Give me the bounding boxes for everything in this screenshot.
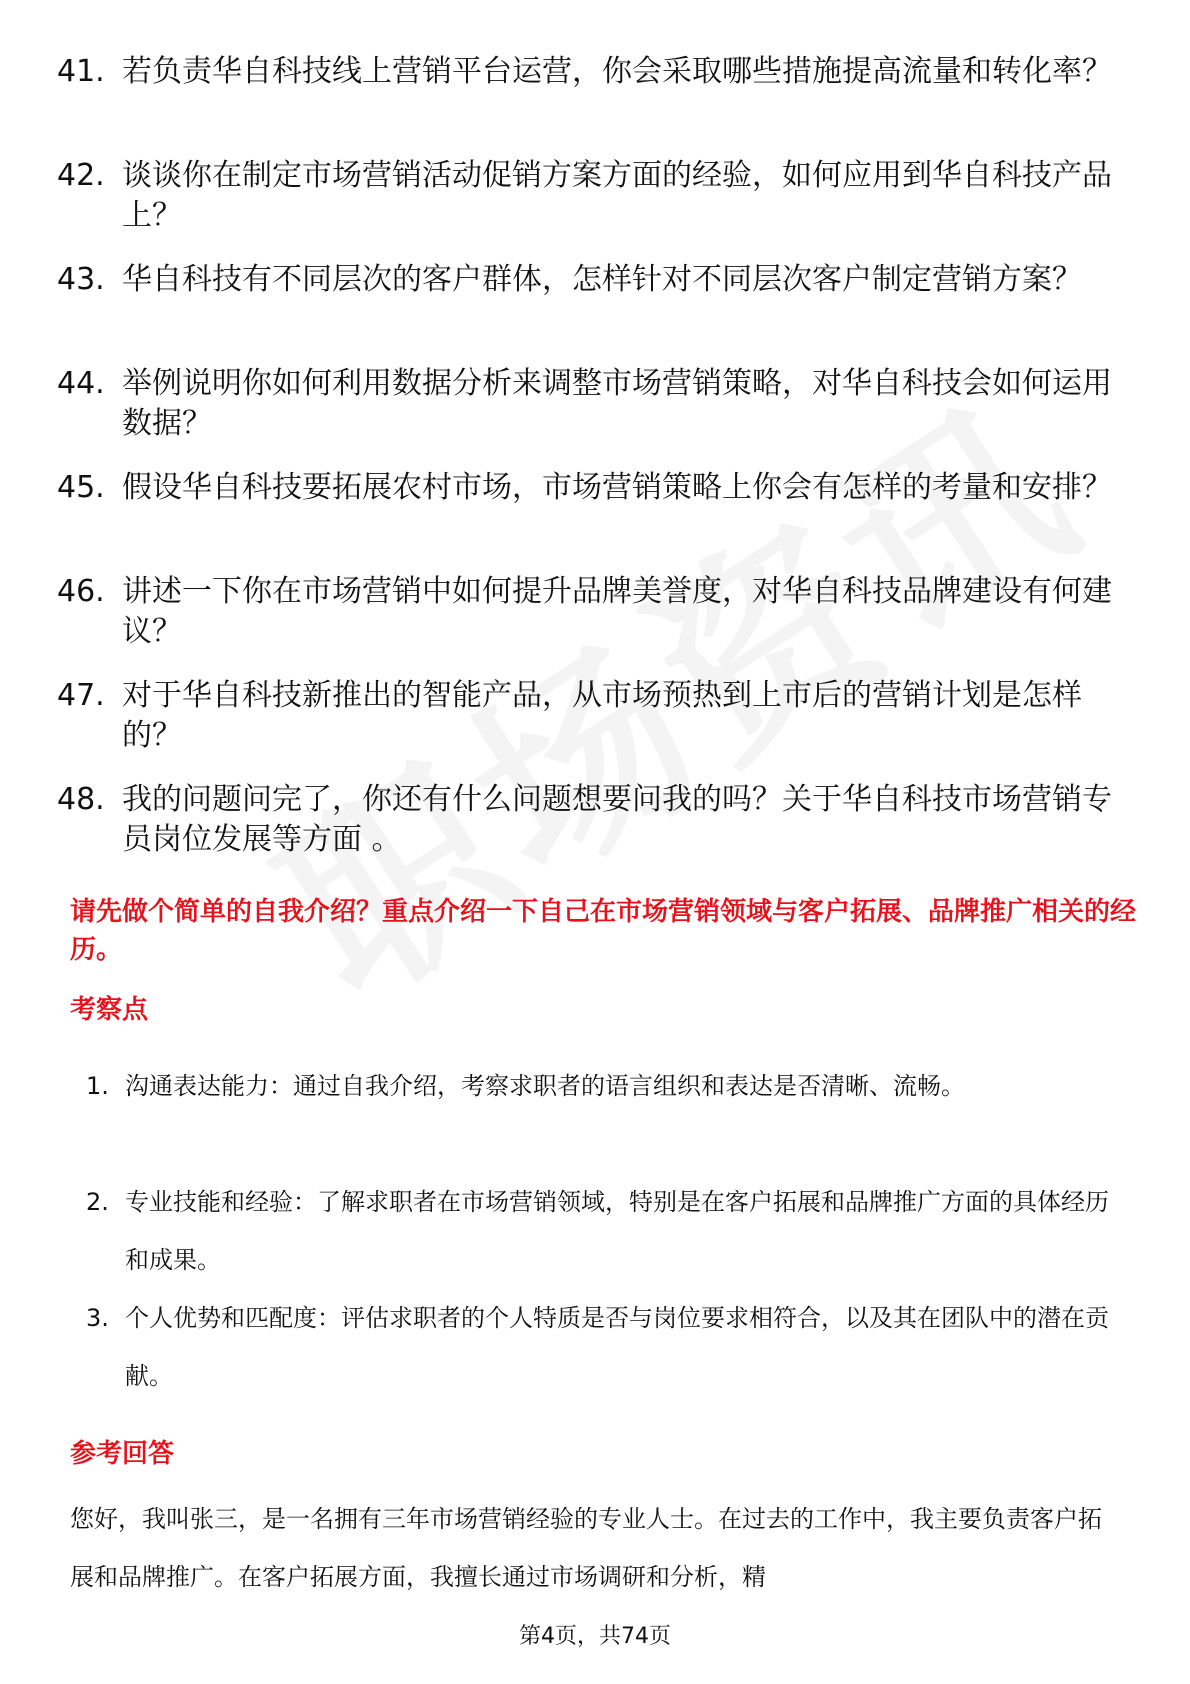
assessment-points-list xyxy=(0,1057,1190,1405)
question-number: 41. xyxy=(57,54,105,89)
list-item xyxy=(0,156,1190,260)
question-number: 43. xyxy=(57,262,105,297)
question-text: 谈谈你在制定市场营销活动促销方案方面的经验，如何应用到华自科技产品上？ xyxy=(122,158,1112,233)
answer-paragraph: 您好，我叫张三，是一名拥有三年市场营销经验的专业人士。在过去的工作中，我主要负责客户拓展和品牌推广。在客户拓展方面，我擅长通过市场调研和分析，精 xyxy=(70,1505,1102,1591)
list-item xyxy=(0,572,1190,676)
point-text: 沟通表达能力：通过自我介绍，考察求职者的语言组织和表达是否清晰、流畅。 xyxy=(125,1072,965,1100)
point-text: 个人优势和匹配度：评估求职者的个人特质是否与岗位要求相符合，以及其在团队中的潜在贡献。 xyxy=(125,1304,1109,1390)
question-text: 我的问题问完了，你还有什么问题想要问我的吗？关于华自科技市场营销专员岗位发展等方面 。 xyxy=(122,782,1112,857)
question-text: 举例说明你如何利用数据分析来调整市场营销策略，对华自科技会如何运用数据？ xyxy=(122,366,1112,441)
question-number: 44. xyxy=(57,366,105,401)
list-item xyxy=(0,676,1190,780)
question-number: 42. xyxy=(57,158,105,193)
question-text: 若负责华自科技线上营销平台运营，你会采取哪些措施提高流量和转化率？ xyxy=(122,54,1112,89)
question-number: 48. xyxy=(57,782,105,817)
points-heading: 考察点 xyxy=(70,995,149,1025)
list-item xyxy=(0,1057,1190,1173)
question-list xyxy=(0,52,1190,884)
point-number: 2. xyxy=(86,1188,109,1216)
point-number: 1. xyxy=(86,1072,109,1100)
list-item xyxy=(0,260,1190,364)
list-item xyxy=(0,1173,1190,1289)
question-number: 45. xyxy=(57,470,105,505)
list-item xyxy=(0,364,1190,468)
question-number: 46. xyxy=(57,574,105,609)
list-item xyxy=(0,780,1190,884)
list-item xyxy=(0,468,1190,572)
list-item xyxy=(0,52,1190,156)
question-number: 47. xyxy=(57,678,105,713)
point-text: 专业技能和经验：了解求职者在市场营销领域，特别是在客户拓展和品牌推广方面的具体经历和成果。 xyxy=(125,1188,1109,1274)
question-text: 假设华自科技要拓展农村市场，市场营销策略上你会有怎样的考量和安排？ xyxy=(122,470,1112,505)
page-number-footer: 第4页，共74页 xyxy=(519,1624,671,1649)
list-item xyxy=(0,1289,1190,1405)
question-text: 对于华自科技新推出的智能产品，从市场预热到上市后的营销计划是怎样的？ xyxy=(122,678,1082,753)
answer-heading: 参考回答 xyxy=(70,1439,175,1469)
question-text: 讲述一下你在市场营销中如何提升品牌美誉度，对华自科技品牌建设有何建议？ xyxy=(122,574,1112,649)
question-text: 华自科技有不同层次的客户群体，怎样针对不同层次客户制定营销方案？ xyxy=(122,262,1082,297)
interview-question-title: 请先做个简单的自我介绍？重点介绍一下自己在市场营销领域与客户拓展、品牌推广相关的经历。 xyxy=(70,897,1137,965)
point-number: 3. xyxy=(86,1304,109,1332)
